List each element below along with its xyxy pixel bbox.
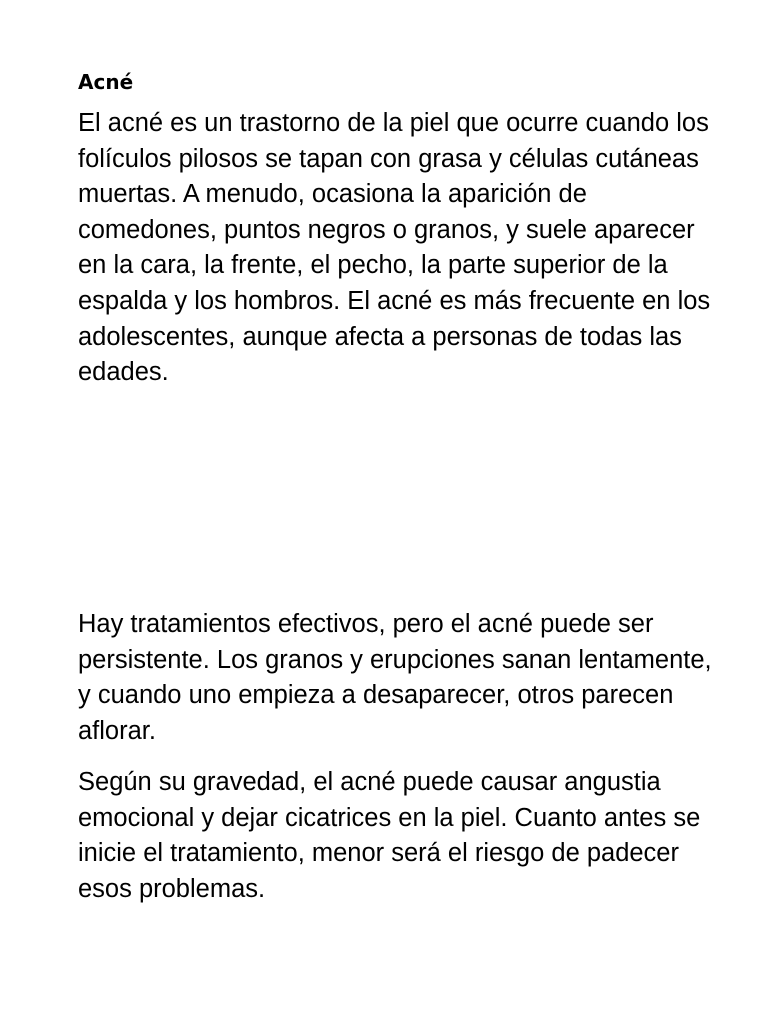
paragraph-definition: El acné es un trastorno de la piel que ocurre cuando los folículos pilosos se tapan con grasa y células cutáneas muertas. A menudo, ocasiona la aparición de comedones, puntos negros o granos, y suele aparecer en la cara, la frente, el pecho, la parte superior de la espalda y los hombros. El acné es más frecuente en los adolescentes, aunque afecta a personas de todas las edades. — [78, 109, 711, 387]
paragraph-treatment: Hay tratamientos efectivos, pero el acné puede ser persistente. Los granos y erupciones sanan lentamente, y cuando uno empieza a desaparecer, otros parecen aflorar. — [78, 610, 712, 745]
document-title: Acné — [78, 70, 134, 94]
paragraph-severity: Según su gravedad, el acné puede causar angustia emocional y dejar cicatrices en la piel. Cuanto antes se inicie el tratamiento, menor será el riesgo de padecer esos problemas. — [78, 768, 701, 903]
